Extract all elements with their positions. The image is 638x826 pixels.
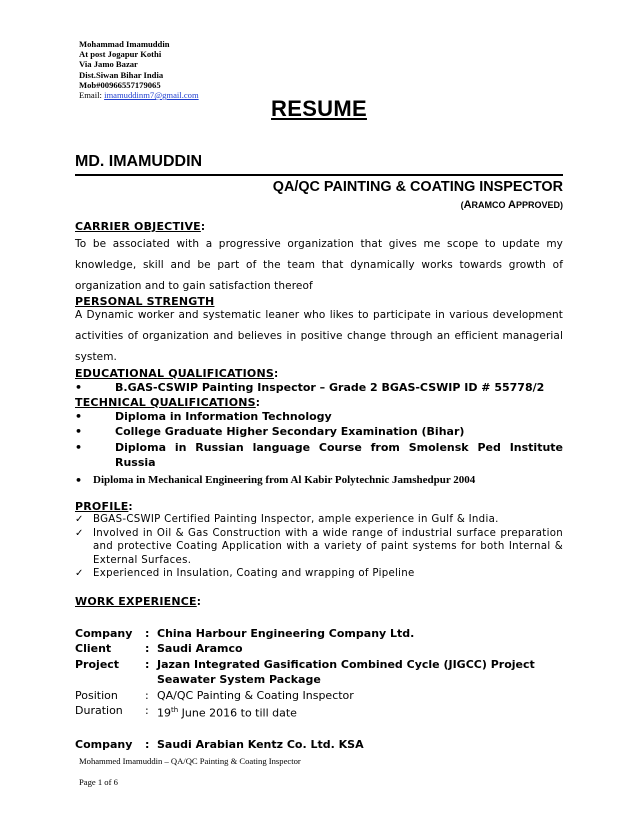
list-item: ✓ BGAS-CSWIP Certified Painting Inspector, ample experience in Gulf & India. bbox=[75, 514, 499, 525]
position-value: QA/QC Painting & Coating Inspector bbox=[157, 688, 354, 702]
section-heading: PROFILE bbox=[75, 500, 129, 513]
section-heading: PERSONAL STRENGTH bbox=[75, 295, 215, 308]
contact-mobile: Mob#00966557179065 bbox=[79, 79, 161, 90]
section-heading: EDUCATIONAL QUALIFICATIONS bbox=[75, 367, 274, 380]
contact-header bbox=[79, 39, 199, 100]
page-number: Page 1 of 6 bbox=[79, 777, 118, 787]
email-label: Email: bbox=[79, 90, 102, 101]
section-heading: TECHNICAL QUALIFICATIONS bbox=[75, 395, 256, 409]
page-title: RESUME bbox=[271, 96, 367, 121]
project-name: Jazan Integrated Gasification Combined Cycle (JIGCC) Project Seawater System Package bbox=[157, 657, 535, 686]
list-item: • College Graduate Higher Secondary Examination (Bihar) bbox=[75, 425, 465, 438]
list-item: ✓ Involved in Oil & Gas Construction with a wide range of industrial surface preparation and protective Coating Application with a variety of paint systems for both Internal & External Surfaces. bbox=[75, 527, 563, 566]
check-icon: ✓ bbox=[75, 514, 84, 525]
check-icon: ✓ bbox=[75, 527, 84, 539]
list-item: • Diploma in Russian language Course from Smolensk Ped Institute Russia bbox=[75, 440, 563, 469]
profile-section: PROFILE: ✓ BGAS-CSWIP Certified Painting Inspector, ample experience in Gulf & India. ✓ Involved in Oil & Gas Construction with a wide range of industrial surface preparation and protective Coating Application with a variety of paint systems for both Internal & External Surfaces. ✓ Experienced in Insulation, Coating and wrapping of Pipeline bbox=[75, 500, 563, 579]
objective-text: To be associated with a progressive organization that gives me scope to update my knowledge, skill and be part of the team that dynamically works towards growth of organization and to gain satisfaction thereof bbox=[75, 238, 563, 292]
page-footer: Mohammed Imamuddin – QA/QC Painting & Coating Inspector bbox=[79, 756, 301, 766]
list-item: • B.GAS-CSWIP Painting Inspector – Grade 2 BGAS-CSWIP ID # 55778/2 bbox=[75, 381, 545, 394]
candidate-name: MD. IMAMUDDIN bbox=[75, 153, 203, 170]
list-item: • Diploma in Mechanical Engineering from Al Kabir Polytechnic Jamshedpur 2004 bbox=[75, 473, 476, 487]
section-heading: WORK EXPERIENCE bbox=[75, 594, 197, 608]
company-name: China Harbour Engineering Company Ltd. bbox=[157, 626, 415, 640]
email-link[interactable]: imamuddinm7@gmail.com bbox=[104, 90, 199, 101]
strength-section bbox=[75, 295, 563, 368]
strength-text: A Dynamic worker and systematic leaner who likes to participate in various development activities of organization and believes in positive change through an efficient managerial system. bbox=[75, 309, 563, 363]
list-item: ✓ Experienced in Insulation, Coating and wrapping of Pipeline bbox=[75, 568, 415, 579]
client-name: Saudi Aramco bbox=[157, 642, 243, 655]
resume-body bbox=[75, 220, 563, 753]
check-icon: ✓ bbox=[75, 568, 84, 579]
job-title: QA/QC PAINTING & COATING INSPECTOR bbox=[272, 179, 563, 195]
list-item: • Diploma in Information Technology bbox=[75, 409, 332, 423]
education-section: EDUCATIONAL QUALIFICATIONS: • B.GAS-CSWIP Painting Inspector – Grade 2 BGAS-CSWIP ID # 55778/2 bbox=[75, 367, 563, 396]
contact-name: Mohammad Imamuddin bbox=[79, 39, 170, 49]
work-section: WORK EXPERIENCE: Company : China Harbour Engineering Company Ltd. Client : Saudi Aramco Project : Jazan Integrated Gasification Combined Cycle (JIGCC) Project Seawater System Package Position : QA/QC Painting & Coating Inspector Duration : 19th June 2016 to till date Company : Saudi Arabian Kentz Co. Ltd. KSA bbox=[75, 595, 563, 753]
duration-value: 19th June 2016 to till date bbox=[157, 706, 297, 720]
contact-address-3: Dist.Siwan Bihar India bbox=[79, 69, 164, 80]
contact-address-2: Via Jamo Bazar bbox=[79, 59, 138, 70]
contact-address-1: At post Jogapur Kothi bbox=[79, 49, 162, 60]
technical-section: TECHNICAL QUALIFICATIONS: • Diploma in Information Technology • College Graduate Higher Secondary Examination (Bihar) • Diploma in Russian language Course from Smolensk Ped Institute Russia • Diploma in Mechanical Engineering from Al Kabir Polytechnic Jamshedpur 2004 bbox=[75, 395, 563, 487]
name-divider bbox=[75, 174, 563, 176]
objective-section: CARRIER OBJECTIVE: To be associated with a progressive organization that gives me scope to update my knowledge, skill and be part of the team that dynamically works towards growth of organization and to gain satisfaction thereof bbox=[75, 220, 563, 297]
company-name: Saudi Arabian Kentz Co. Ltd. KSA bbox=[157, 738, 364, 752]
approval-note: (ARAMCO APPROVED) bbox=[460, 199, 563, 211]
section-heading: CARRIER OBJECTIVE bbox=[75, 220, 201, 233]
